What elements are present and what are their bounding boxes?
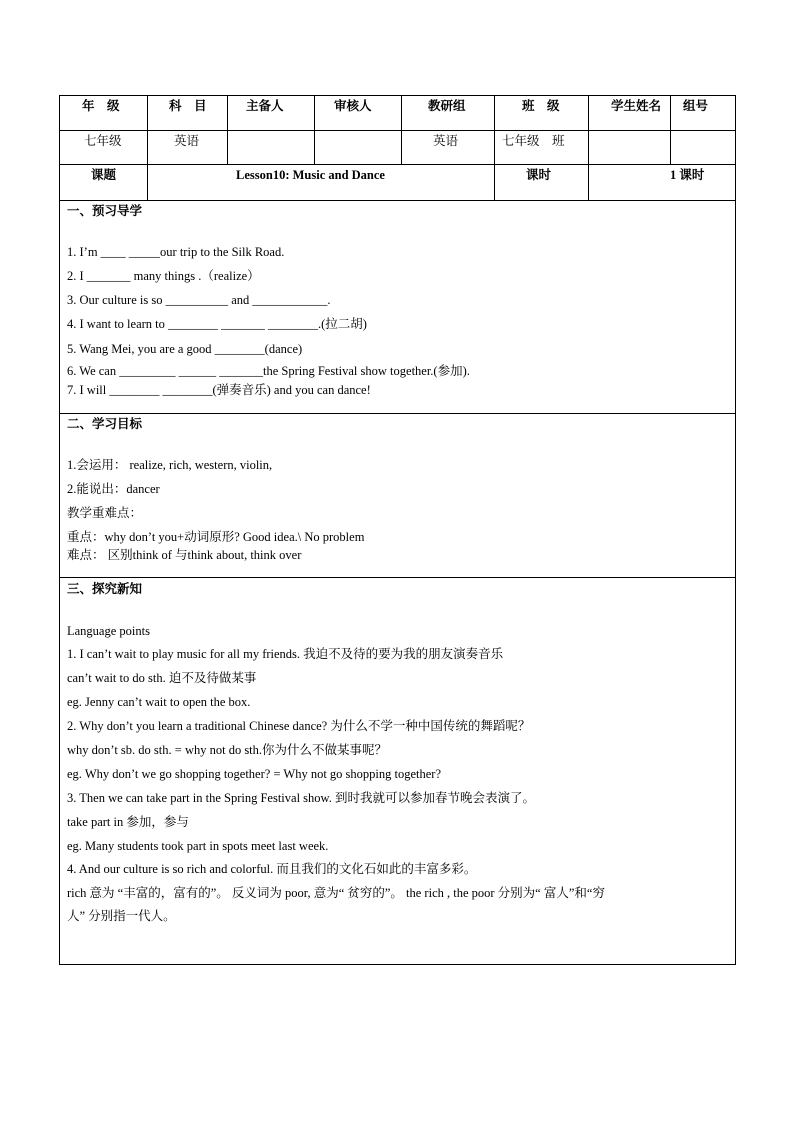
section-1-line: 3. Our culture is so __________ and ____________. [67,293,331,307]
period-label: 课时 [526,168,552,182]
section-2-title: 二、学习目标 [67,417,143,431]
column-divider [227,96,228,164]
section-3-line: eg. Why don’t we go shopping together? = Why not go shopping together? [67,767,442,781]
column-divider [314,96,315,164]
header-subject: 科 目 [169,99,207,113]
section-1-line: 1. I’m ____ _____our trip to the Silk Road. [67,245,285,259]
header-preparer: 主备人 [246,99,284,113]
row-divider [60,200,735,201]
value-research-group: 英语 [433,134,459,148]
section-3-line: 1. I can’t wait to play music for all my friends. 我迫不及待的要为我的朋友演奏音乐 [67,647,504,661]
section-1-line: 4. I want to learn to ________ _______ ________.(拉二胡) [67,317,367,331]
section-2-line: 教学重难点： [67,506,143,520]
header-grade: 年 级 [82,99,120,113]
row-divider [60,164,735,165]
section-1-line: 2. I _______ many things .（realize） [67,269,260,283]
column-divider [494,164,495,200]
section-2-line: 2.能说出：dancer [67,482,160,496]
column-divider [401,96,402,164]
section-1-line: 5. Wang Mei, you are a good ________(dance) [67,342,303,356]
header-research-group: 教研组 [428,99,466,113]
section-3-line: eg. Many students took part in spots meet last week. [67,839,329,853]
header-class: 班 级 [522,99,560,113]
section-3-line: rich 意为 “丰富的，富有的”。 反义词为 poor, 意为“ 贫穷的”。 the rich , the poor 分别为“ 富人”和“穷 [67,886,605,900]
column-divider [147,96,148,164]
section-3-line: can’t wait to do sth. 迫不及待做某事 [67,671,257,685]
section-1-title: 一、预习导学 [67,204,143,218]
header-student-name: 学生姓名 [611,99,662,113]
section-3-line: 3. Then we can take part in the Spring Festival show. 到时我就可以参加春节晚会表演了。 [67,791,535,805]
value-class: 七年级 班 [502,134,565,148]
column-divider [670,96,671,164]
column-divider [588,164,589,200]
section-2-line: 重点：why don’t you+动词原形? Good idea.\ No problem [67,530,365,544]
section-3-line: take part in 参加，参与 [67,815,189,829]
topic-value: Lesson10: Music and Dance [236,168,385,182]
section-3-line: 2. Why don’t you learn a traditional Chinese dance? 为什么不学一种中国传统的舞蹈呢？ [67,719,531,733]
period-value: 1 课时 [670,168,705,182]
section-3-line: 4. And our culture is so rich and colorful. 而且我们的文化石如此的丰富多彩。 [67,862,477,876]
section-2-line: 难点： 区别think of 与think about, think over [67,548,302,562]
section-3-line: why don’t sb. do sth. = why not do sth.你为什么不做某事呢？ [67,743,388,757]
section-3-line: 人” 分别指一代人。 [67,909,176,923]
section-1-line: 7. I will ________ ________(弹奏音乐) and you can dance! [67,383,371,397]
column-divider [147,164,148,200]
value-grade: 七年级 [84,134,122,148]
header-group-number: 组号 [683,99,709,113]
section-3-title: 三、探究新知 [67,582,143,596]
row-divider [60,130,735,131]
section-divider [60,577,735,578]
topic-label: 课题 [91,168,117,182]
header-reviewer: 审核人 [334,99,372,113]
section-3-line: eg. Jenny can’t wait to open the box. [67,695,251,709]
value-subject: 英语 [174,134,200,148]
section-2-line: 1.会运用： realize, rich, western, violin, [67,458,273,472]
column-divider [494,96,495,164]
section-3-line: Language points [67,624,150,638]
section-divider [60,413,735,414]
column-divider [588,96,589,164]
section-1-line: 6. We can _________ ______ _______the Spring Festival show together.(参加). [67,364,470,378]
lesson-plan-table [59,95,736,965]
